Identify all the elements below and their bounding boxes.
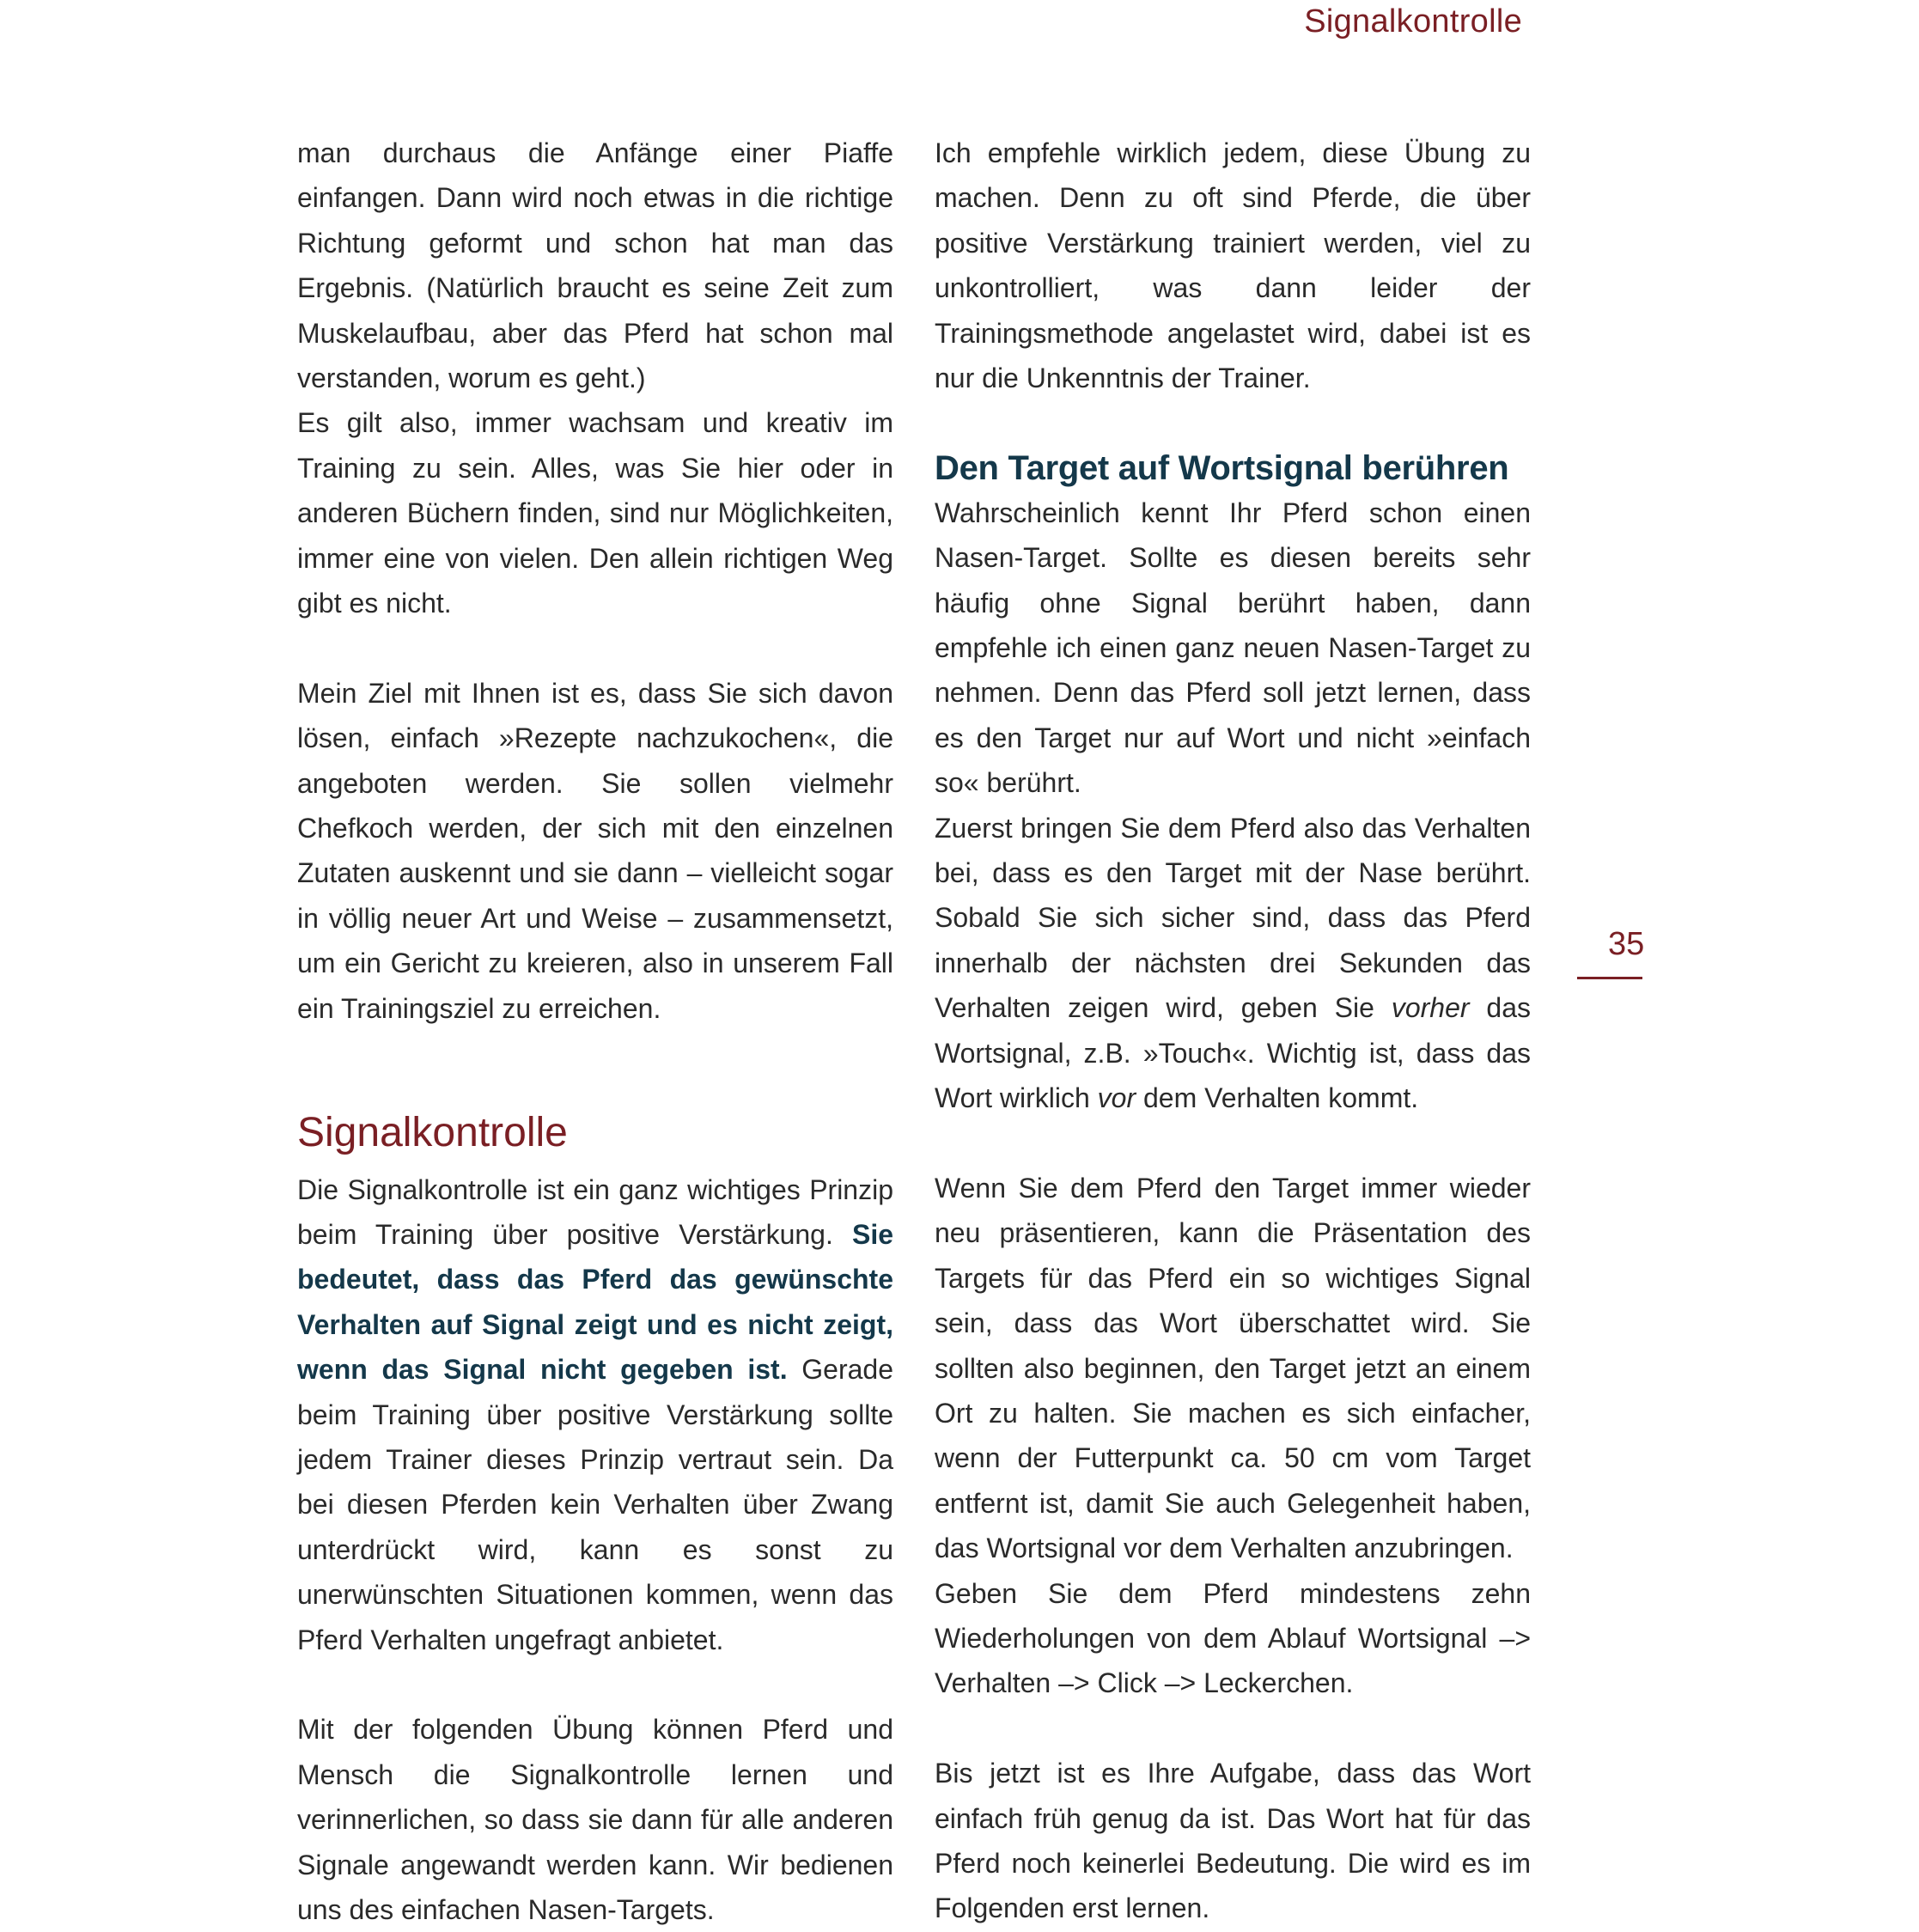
emphasis: vorher: [1391, 992, 1470, 1024]
left-column: [297, 131, 893, 1932]
paragraph: Wenn Sie dem Pferd den Target immer wieder neu präsentieren, kann die Präsentation des Targets für das Pferd ein so wichtiges Signal sein, dass das Wort überschattet wird. Sie sollten also beginnen, den Target jetzt an einem Ort zu halten. Sie machen es sich einfacher, wenn der Futterpunkt ca. 50 cm vom Target entfernt ist, damit Sie auch Gelegenheit haben, das Wortsignal vor dem Verhalten anzubringen.: [935, 1172, 1531, 1564]
paragraph: man durchaus die Anfänge einer Piaffe einfangen. Dann wird noch etwas in die richtige Richtung geformt und schon hat man das Ergebnis. (Natürlich braucht es seine Zeit zum Muskelaufbau, aber das Pferd hat schon mal verstanden, worum es geht.): [297, 137, 893, 394]
paragraph: [935, 806, 1531, 1121]
subsection-heading: Den Target auf Wortsignal berühren: [935, 448, 1509, 487]
paragraph-text: dem Verhalten kommt.: [1142, 1082, 1419, 1114]
paragraph-text: das Wortsignal, z.B. »Touch«. Wichtig ist, dass das Wort wirklich: [935, 992, 1532, 1114]
paragraph: Mein Ziel mit Ihnen ist es, dass Sie sich davon lösen, einfach »Rezepte nachzukochen«, die angeboten werden. Sie sollen vielmehr Chefkoch werden, der sich mit den einzelnen Zutaten auskennt und sie dann – vielleicht sogar in völlig neuer Art und Weise – zusammensetzt, um ein Gericht zu kreieren, also in unserem Fall ein Trainingsziel zu erreichen.: [297, 677, 893, 1024]
paragraph: Wahrscheinlich kennt Ihr Pferd schon einen Nasen-Target. Sollte es diesen bereits sehr häufig ohne Signal berührt haben, dann empfehle ich einen ganz neuen Nasen-Target zu nehmen. Denn das Pferd soll jetzt lernen, dass es den Target nur auf Wort und nicht »einfach so« berührt.: [935, 497, 1531, 799]
right-column: [935, 131, 1531, 1931]
paragraph-text: Die Signalkontrolle ist ein ganz wichtiges Prinzip beim Training über positive Verstärkung.: [297, 1173, 893, 1250]
paragraph: Es gilt also, immer wachsam und kreativ im Training zu sein. Alles, was Sie hier oder in anderen Büchern finden, sind nur Möglichkeiten, immer eine von vielen. Den allein richtigen Weg gibt es nicht.: [297, 407, 893, 619]
paragraph: Ich empfehle wirklich jedem, diese Übung zu machen. Denn zu oft sind Pferde, die über positive Verstärkung trainiert werden, viel zu unkontrolliert, was dann leider der Trainingsmethode angelastet wird, dabei ist es nur die Unkenntnis der Trainer.: [935, 137, 1531, 394]
paragraph: Geben Sie dem Pferd mindestens zehn Wiederholungen von dem Ablauf Wortsignal –> Verhalten –> Click –> Leckerchen.: [935, 1577, 1531, 1699]
paragraph: [297, 1167, 893, 1662]
paragraph-gap: [935, 1706, 1531, 1751]
page-number: 35: [1608, 926, 1645, 962]
page-number-rule: [1577, 977, 1642, 979]
paragraph-text: Gerade beim Training über positive Verstärkung sollte jedem Trainer dieses Prinzip vertraut sein. Da bei diesen Pferden kein Verhalten über Zwang unterdrückt wird, kann es sonst zu unerwünschten Situationen kommen, wenn das Pferd Verhalten ungefragt anbietet.: [297, 1354, 894, 1655]
emphasis: vor: [1097, 1082, 1136, 1114]
paragraph: Mit der folgenden Übung können Pferd und Mensch die Signalkontrolle lernen und verinnerlichen, so dass sie dann für alle anderen Signale angewandt werden kann. Wir bedienen uns des einfachen Nasen-Targets.: [297, 1714, 893, 1925]
section-heading: Signalkontrolle: [297, 1109, 568, 1155]
paragraph-gap: [297, 1031, 893, 1076]
paragraph: Bis jetzt ist es Ihre Aufgabe, dass das Wort einfach früh genug da ist. Das Wort hat für das Pferd noch keinerlei Bedeutung. Die wird es im Folgenden erst lernen.: [935, 1758, 1531, 1924]
paragraph-gap: [297, 1662, 893, 1707]
running-head: Signalkontrolle: [1304, 3, 1522, 40]
paragraph-gap: [935, 400, 1531, 445]
paragraph-text: Zuerst bringen Sie dem Pferd also das Verhalten bei, dass es den Target mit der Nase berührt. Sobald Sie sich sicher sind, dass das Pferd innerhalb der nächsten drei Sekunden das Verhalten zeigen wird, geben Sie: [935, 812, 1531, 1024]
highlighted-definition: Sie bedeutet, dass das Pferd das gewünschte Verhalten auf Signal zeigt und es nicht zeigt, wenn das Signal nicht gegeben ist.: [297, 1218, 894, 1386]
paragraph-gap: [935, 1121, 1531, 1166]
paragraph-gap: [297, 625, 893, 670]
